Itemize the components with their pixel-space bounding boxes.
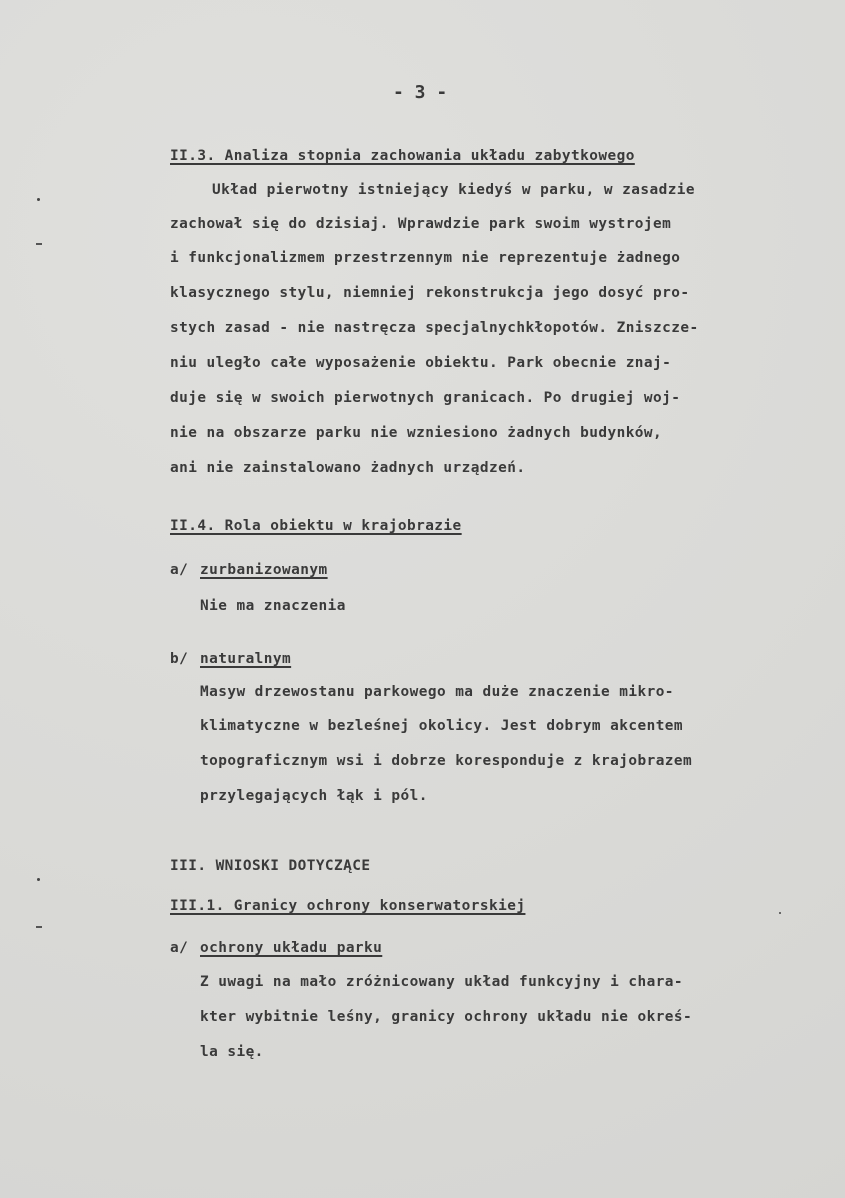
paragraph-line: nie na obszarze parku nie wzniesiono żadnych budynków, — [170, 425, 663, 441]
section-heading-2-4: II.4. Rola obiektu w krajobrazie — [170, 518, 462, 534]
item-text-urbanized: Nie ma znaczenia — [200, 598, 346, 614]
section-heading-3: III. WNIOSKI DOTYCZĄCE — [170, 858, 371, 874]
paragraph-line: topograficznym wsi i dobrze koresponduje z krajobrazem — [200, 753, 693, 769]
item-label-a: a/ — [170, 940, 189, 956]
paragraph-line: stych zasad - nie nastręcza specjalnychkłopotów. Zniszcze- — [170, 320, 699, 336]
margin-mark — [36, 243, 42, 245]
paragraph-line: zachował się do dzisiaj. Wprawdzie park swoim wystrojem — [170, 216, 672, 232]
item-label-b: b/ — [170, 651, 189, 667]
item-title-park-layout: ochrony układu parku — [200, 940, 383, 956]
paragraph-line: klimatyczne w bezleśnej okolicy. Jest dobrym akcentem — [200, 718, 684, 734]
page-number: - 3 - — [393, 82, 448, 103]
margin-mark — [36, 926, 42, 928]
paragraph-line: Masyw drzewostanu parkowego ma duże znaczenie mikro- — [200, 684, 674, 700]
paragraph-line: niu uległo całe wyposażenie obiektu. Park obecnie znaj- — [170, 355, 672, 371]
item-title-urbanized: zurbanizowanym — [200, 562, 328, 578]
section-heading-2-3: II.3. Analiza stopnia zachowania układu zabytkowego — [170, 148, 635, 164]
margin-mark — [779, 912, 781, 914]
paragraph-line: duje się w swoich pierwotnych granicach. Po drugiej woj- — [170, 390, 681, 406]
item-title-natural: naturalnym — [200, 651, 292, 667]
paragraph-line: la się. — [200, 1044, 264, 1060]
item-label-a: a/ — [170, 562, 189, 578]
paragraph-line: przylegających łąk i pól. — [200, 788, 428, 804]
paragraph-line: i funkcjonalizmem przestrzennym nie reprezentuje żadnego — [170, 250, 681, 266]
paragraph-line: kter wybitnie leśny, granicy ochrony układu nie okreś- — [200, 1009, 693, 1025]
margin-mark — [37, 878, 40, 881]
paragraph-line: Układ pierwotny istniejący kiedyś w parku, w zasadzie — [212, 182, 696, 198]
paragraph-line: ani nie zainstalowano żadnych urządzeń. — [170, 460, 526, 476]
section-subheading-3-1: III.1. Granicy ochrony konserwatorskiej — [170, 898, 526, 914]
paragraph-line: Z uwagi na mało zróżnicowany układ funkcyjny i chara- — [200, 974, 684, 990]
paragraph-line: klasycznego stylu, niemniej rekonstrukcja jego dosyć pro- — [170, 285, 690, 301]
margin-mark — [37, 198, 40, 201]
